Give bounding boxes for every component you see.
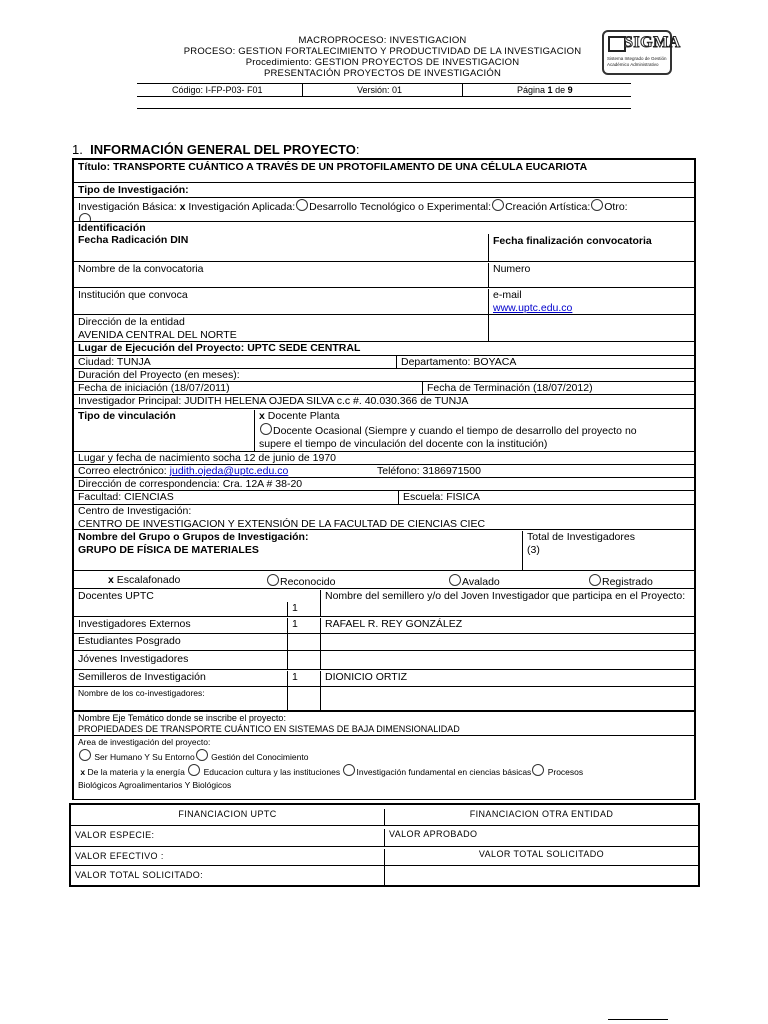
coinvestigadores-label: Nombre de los co-investigadores: [78, 688, 205, 698]
fecha-iniciacion: Fecha de iniciación (18/07/2011) [78, 382, 230, 394]
sigma-logo: SIGMA Sistema Integrado de Gestión Académico Administrativo [602, 30, 672, 75]
tipo-vinculacion-options: x Docente Planta Docente Ocasional (Siempre y cuando el tiempo de desarrollo del proyecto no supere el tiempo de vinculación del docente con la institución) [254, 410, 694, 451]
valor-especie: VALOR ESPECIE: [75, 830, 155, 840]
investigadores-externos-count: 1 [287, 618, 320, 633]
document-header [170, 35, 595, 79]
radio-avalado[interactable] [449, 574, 461, 586]
valor-total-solicitado-uptc: VALOR TOTAL SOLICITADO: [75, 870, 204, 880]
financiacion-table [69, 803, 700, 887]
radio-gestion[interactable] [196, 749, 208, 761]
financiacion-uptc-header: FINANCIACION UPTC [178, 809, 277, 819]
numero: Numero [488, 263, 694, 287]
identificacion-label: Identificación [78, 222, 146, 234]
macroproceso-line: MACROPROCESO: INVESTIGACION [298, 35, 467, 46]
codigo: Código: I-FP-P03- F01 [172, 85, 263, 95]
departamento: Departamento: BOYACA [396, 356, 694, 368]
email: e-mail www.uptc.edu.co [488, 289, 694, 314]
total-investigadores: Total de Investigadores (3) [522, 531, 694, 570]
lugar-nacimiento: Lugar y fecha de nacimiento socha 12 de junio de 1970 [78, 452, 337, 464]
semilleros-label: Semilleros de Investigación [78, 671, 206, 683]
semillero-name: DIONICIO ORTIZ [320, 671, 694, 686]
investigador-principal: Investigador Principal: JUDITH HELENA OJEDA SILVA c.c #. 40.030.366 de TUNJA [78, 395, 469, 407]
direccion-entidad: Dirección de la entidad AVENIDA CENTRAL DEL NORTE [78, 316, 237, 341]
pagina: Página 1 de 9 [517, 85, 573, 95]
radio-educacion[interactable] [188, 764, 200, 776]
estudiantes-posgrado-label: Estudiantes Posgrado [78, 635, 181, 647]
project-info-table [72, 158, 696, 800]
fecha-terminacion: Fecha de Terminación (18/07/2012) [422, 382, 694, 394]
grupo-status-options: x Escalafonado Reconocido Avalado Registrado [108, 574, 653, 588]
document-title-line: PRESENTACIÓN PROYECTOS DE INVESTIGACIÓN [263, 68, 502, 79]
tipo-vinculacion-label: Tipo de vinculación [78, 410, 176, 422]
email-link[interactable]: www.uptc.edu.co [493, 302, 573, 314]
section-title: 1. INFORMACIÓN GENERAL DEL PROYECTO: [72, 142, 360, 157]
radio-desarrollo[interactable] [492, 199, 504, 211]
financiacion-otra-header: FINANCIACION OTRA ENTIDAD [384, 809, 698, 825]
version: Versión: 01 [357, 85, 403, 95]
telefono: Teléfono: 3186971500 [377, 465, 481, 477]
nombre-convocatoria: Nombre de la convocatoria [78, 263, 204, 275]
jovenes-investigadores-label: Jóvenes Investigadores [78, 653, 189, 665]
tipo-investigacion-label: Tipo de Investigación: [78, 184, 189, 196]
fecha-radicacion: Fecha Radicación DIN [78, 234, 189, 246]
investigador-externo-name: RAFAEL R. REY GONZÁLEZ [320, 618, 694, 633]
semillero-header: Nombre del semillero y/o del Joven Investigador que participa en el Proyecto: [320, 590, 694, 616]
radio-creacion[interactable] [591, 199, 603, 211]
radio-aplicada[interactable] [296, 199, 308, 211]
radio-registrado[interactable] [589, 574, 601, 586]
radio-otro[interactable] [79, 213, 91, 221]
ciudad: Ciudad: TUNJA [78, 356, 151, 368]
semilleros-count: 1 [287, 671, 320, 686]
escuela: Escuela: FISICA [398, 491, 694, 504]
direccion-correspondencia: Dirección de correspondencia: Cra. 12A # 38-20 [78, 478, 303, 490]
centro-investigacion: Centro de Investigación: CENTRO DE INVESTIGACION Y EXTENSIÓN DE LA FACULTAD DE CIENCIAS CIEC [78, 505, 486, 529]
code-bar [137, 83, 631, 97]
valor-efectivo: VALOR EFECTIVO : [75, 851, 164, 861]
radio-fundamental[interactable] [343, 764, 355, 776]
proceso-line: PROCESO: GESTION FORTALECIMIENTO Y PRODUCTIVIDAD DE LA INVESTIGACION [183, 46, 582, 57]
eje-tematico: Nombre Eje Temático donde se inscribe el proyecto: PROPIEDADES DE TRANSPORTE CUÁNTICO EN SISTEMAS DE BAJA DIMENSIONALIDAD [78, 713, 460, 734]
page-footer-rule [608, 1019, 668, 1020]
radio-docente-ocasional[interactable] [260, 423, 272, 435]
correo-link[interactable]: judith.ojeda@uptc.edu.co [169, 465, 289, 477]
facultad: Facultad: CIENCIAS [78, 491, 174, 503]
docentes-uptc-count: 1 [287, 602, 320, 616]
valor-total-solicitado-otra: VALOR TOTAL SOLICITADO [384, 849, 698, 865]
radio-reconocido[interactable] [267, 574, 279, 586]
titulo: Título: TRANSPORTE CUÁNTICO A TRAVÉS DE UN PROTOFILAMENTO DE UNA CÉLULA EUCARIOTA [78, 161, 588, 173]
procedimiento-line: Procedimiento: GESTION PROYECTOS DE INVESTIGACION [245, 57, 520, 68]
tipo-investigacion-options: Investigación Básica: x Investigación Aplicada: Desarrollo Tecnológico o Experimental: Creación Artística: Otro: [74, 199, 694, 221]
investigadores-externos-label: Investigadores Externos [78, 618, 191, 630]
fecha-finalizacion: Fecha finalización convocatoria [488, 234, 694, 261]
docentes-uptc-label: Docentes UPTC [78, 590, 154, 602]
radio-ser-humano[interactable] [79, 749, 91, 761]
grupo-investigacion: Nombre del Grupo o Grupos de Investigación: GRUPO DE FÍSICA DE MATERIALES [78, 531, 309, 556]
institucion-convoca: Institución que convoca [78, 289, 188, 301]
correo: Correo electrónico: judith.ojeda@uptc.edu.co Teléfono: 3186971500 [78, 465, 481, 477]
duracion: Duración del Proyecto (en meses): [78, 369, 240, 381]
radio-procesos[interactable] [532, 764, 544, 776]
lugar-ejecucion: Lugar de Ejecución del Proyecto: UPTC SEDE CENTRAL [78, 342, 361, 354]
valor-aprobado: VALOR APROBADO [384, 829, 698, 846]
area-investigacion: Area de investigación del proyecto: Ser Humano Y Su Entorno Gestión del Conocimiento x De la materia y la energía Educacion cultura y las instituciones Investigación fundamental en ciencias básicas Procesos Biológicos Agroalimentarios Y Biológicos [78, 737, 584, 790]
